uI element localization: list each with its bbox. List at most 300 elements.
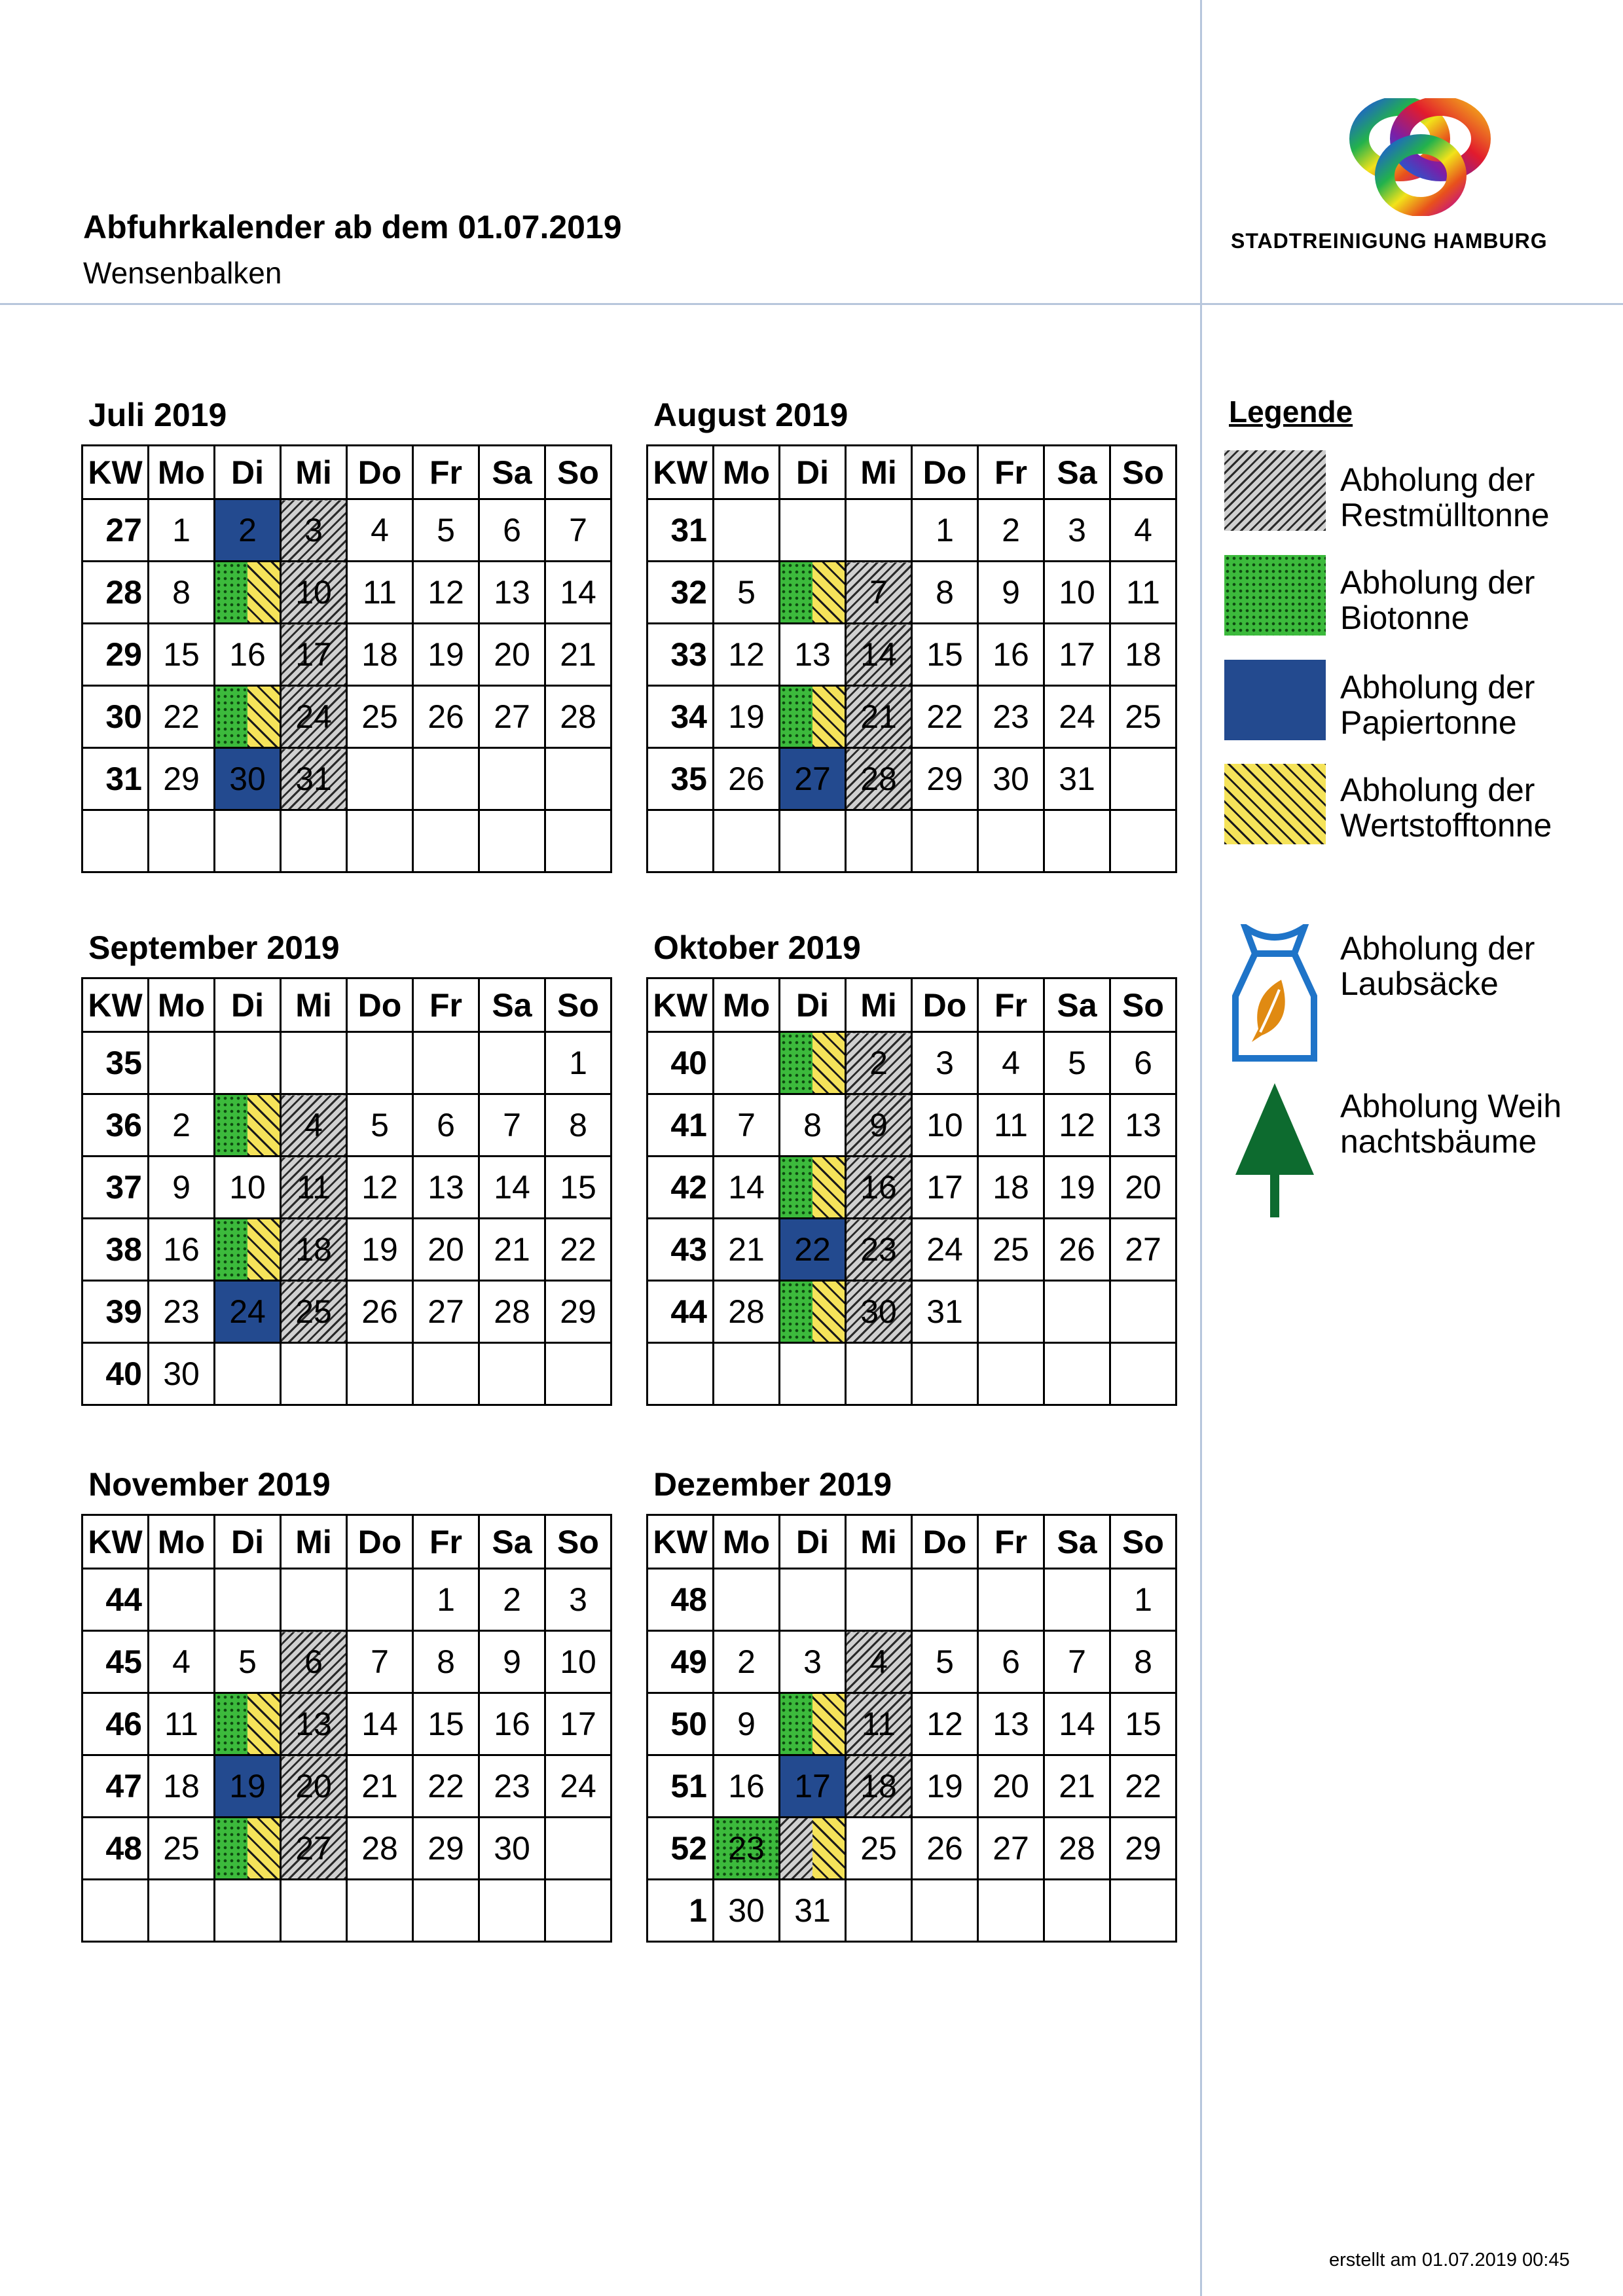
month-title: November 2019 [88, 1466, 331, 1503]
document-title: Abfuhrkalender ab dem 01.07.2019 [83, 209, 622, 245]
day-cell [347, 686, 413, 748]
weekday-header: KW [647, 1515, 714, 1569]
pickup-mark-wert [812, 1694, 845, 1754]
day-number: 9 [869, 1107, 888, 1143]
week-row [82, 1818, 611, 1880]
day-cell [413, 499, 479, 562]
day-number: 14 [494, 1169, 530, 1206]
day-number: 7 [569, 512, 587, 548]
day-cell-bio-wert [215, 1219, 281, 1281]
day-number: 21 [860, 698, 897, 735]
day-cell [846, 1818, 912, 1880]
day-number: 9 [172, 1169, 191, 1206]
day-number: 10 [295, 574, 332, 611]
day-cell [149, 748, 215, 810]
day-cell [545, 1032, 611, 1094]
day-cell [149, 1569, 215, 1631]
weekday-header: KW [82, 446, 149, 499]
weekday-header: Do [912, 1515, 978, 1569]
day-cell [912, 1818, 978, 1880]
day-number: 2 [503, 1581, 521, 1618]
day-number: 19 [229, 1768, 266, 1804]
day-number: 30 [860, 1293, 897, 1330]
week-number [82, 810, 149, 872]
day-cell [780, 810, 846, 872]
day-cell [413, 686, 479, 748]
day-number: 2 [869, 1045, 888, 1081]
day-cell [978, 1032, 1044, 1094]
day-number: 25 [361, 698, 398, 735]
day-number: 4 [172, 1643, 191, 1680]
pickup-mark-bio [780, 1157, 812, 1217]
day-cell-rest [846, 1631, 912, 1693]
pickup-mark-wert [812, 687, 845, 747]
day-cell [978, 810, 1044, 872]
day-cell [347, 1219, 413, 1281]
day-cell-rest [281, 1631, 347, 1693]
day-cell [479, 1343, 545, 1405]
day-cell [347, 1157, 413, 1219]
week-row [647, 1569, 1176, 1631]
pickup-mark-bio [780, 1033, 812, 1093]
day-number: 29 [926, 761, 963, 797]
weekday-header: Mo [714, 446, 780, 499]
day-number: 19 [926, 1768, 963, 1804]
day-cell [714, 810, 780, 872]
week-number: 39 [82, 1281, 149, 1343]
day-cell [846, 810, 912, 872]
day-cell [347, 499, 413, 562]
week-row [82, 562, 611, 624]
day-cell [978, 1755, 1044, 1818]
day-cell [1044, 1157, 1110, 1219]
day-number: 31 [794, 1892, 831, 1929]
week-row [647, 1219, 1176, 1281]
day-cell [780, 499, 846, 562]
week-number: 40 [647, 1032, 714, 1094]
day-number: 18 [163, 1768, 200, 1804]
day-cell-papier [215, 1755, 281, 1818]
day-cell [545, 1569, 611, 1631]
day-cell [714, 1157, 780, 1219]
week-row [82, 1755, 611, 1818]
day-number: 31 [1059, 761, 1095, 797]
weekday-header: So [545, 446, 611, 499]
day-number: 13 [428, 1169, 464, 1206]
week-number: 47 [82, 1755, 149, 1818]
day-cell [1110, 1343, 1176, 1405]
day-number: 26 [428, 698, 464, 735]
pickup-mark-bio [215, 562, 247, 622]
week-row [647, 1818, 1176, 1880]
day-cell [149, 1880, 215, 1942]
week-row [82, 748, 611, 810]
day-cell-papier [780, 1219, 846, 1281]
day-number: 7 [503, 1107, 521, 1143]
week-row [82, 1569, 611, 1631]
day-cell [714, 499, 780, 562]
day-cell-rest [281, 624, 347, 686]
day-cell [714, 1343, 780, 1405]
day-number: 7 [737, 1107, 756, 1143]
week-row [647, 810, 1176, 872]
day-cell [347, 1094, 413, 1157]
week-number: 38 [82, 1219, 149, 1281]
day-cell-rest [281, 1281, 347, 1343]
day-cell [479, 1631, 545, 1693]
day-cell [1110, 1032, 1176, 1094]
weekday-header: Mi [281, 446, 347, 499]
day-number: 19 [1059, 1169, 1095, 1206]
day-number: 17 [295, 636, 332, 673]
day-cell [545, 1631, 611, 1693]
day-number: 4 [869, 1643, 888, 1680]
day-cell [479, 562, 545, 624]
day-cell [479, 1755, 545, 1818]
stadtreinigung-logo-icon [1349, 98, 1493, 216]
day-cell [714, 1094, 780, 1157]
pickup-mark-wert [247, 1694, 280, 1754]
weekday-header: Di [215, 446, 281, 499]
day-cell-rest [281, 1755, 347, 1818]
pickup-mark-bio [780, 562, 812, 622]
day-cell [978, 1343, 1044, 1405]
day-cell [347, 1631, 413, 1693]
weekday-header: So [545, 1515, 611, 1569]
day-number: 15 [1125, 1706, 1161, 1742]
day-cell-bio-wert [780, 1281, 846, 1343]
day-number: 21 [728, 1231, 765, 1268]
day-cell [215, 1343, 281, 1405]
day-cell [912, 562, 978, 624]
day-cell [413, 1818, 479, 1880]
day-number: 31 [295, 761, 332, 797]
legend-label-rest: Abholung der Restmülltonne [1340, 461, 1550, 533]
day-cell [347, 1755, 413, 1818]
day-cell [545, 1818, 611, 1880]
logo-text: STADTREINIGUNG HAMBURG [1231, 229, 1548, 253]
day-cell [479, 499, 545, 562]
pickup-mark-wert [812, 1818, 845, 1878]
weekday-header: KW [82, 1515, 149, 1569]
day-cell-rest [846, 624, 912, 686]
day-cell [149, 1094, 215, 1157]
day-cell [780, 1343, 846, 1405]
day-cell [780, 624, 846, 686]
day-cell [978, 1569, 1044, 1631]
month-calendar-table [646, 444, 1177, 873]
week-number [82, 1880, 149, 1942]
day-cell-bio-wert [215, 686, 281, 748]
day-cell [347, 1281, 413, 1343]
day-cell [912, 499, 978, 562]
day-cell [912, 1281, 978, 1343]
day-cell-papier [780, 1755, 846, 1818]
day-number: 8 [172, 574, 191, 611]
day-number: 17 [794, 1768, 831, 1804]
day-number: 8 [936, 574, 954, 611]
day-cell [545, 686, 611, 748]
day-cell-rest [281, 748, 347, 810]
christmas-tree-icon [1232, 1083, 1317, 1217]
day-cell [978, 1094, 1044, 1157]
day-number: 19 [428, 636, 464, 673]
day-cell [1044, 1631, 1110, 1693]
month-calendar-table [81, 977, 612, 1406]
day-cell [479, 1569, 545, 1631]
week-number: 44 [647, 1281, 714, 1343]
day-cell-rest [846, 1693, 912, 1755]
legend-swatch-rest [1224, 450, 1326, 531]
month-calendar-table [646, 977, 1177, 1406]
day-cell [149, 810, 215, 872]
day-number: 23 [494, 1768, 530, 1804]
document-subtitle: Wensenbalken [83, 256, 282, 290]
day-cell [413, 1631, 479, 1693]
day-number: 3 [569, 1581, 587, 1618]
month-title: September 2019 [88, 929, 340, 966]
day-number: 26 [926, 1830, 963, 1867]
legend-label-wert: Abholung der Wertstofftonne [1340, 772, 1552, 844]
day-cell [912, 686, 978, 748]
day-cell [780, 1569, 846, 1631]
day-cell [413, 1343, 479, 1405]
day-cell [978, 1693, 1044, 1755]
day-number: 18 [361, 636, 398, 673]
day-number: 5 [437, 512, 455, 548]
pickup-mark-rest [780, 1818, 812, 1878]
day-cell [347, 562, 413, 624]
day-cell [912, 1569, 978, 1631]
weekday-header: Di [780, 446, 846, 499]
day-number: 13 [993, 1706, 1029, 1742]
day-number: 19 [361, 1231, 398, 1268]
day-number: 11 [862, 1706, 896, 1742]
day-number: 5 [737, 574, 756, 611]
day-number: 28 [728, 1293, 765, 1330]
day-number: 8 [437, 1643, 455, 1680]
week-row [82, 810, 611, 872]
day-cell [347, 624, 413, 686]
day-cell-rest [281, 686, 347, 748]
week-number: 43 [647, 1219, 714, 1281]
day-number: 24 [1059, 698, 1095, 735]
weekday-header: KW [647, 446, 714, 499]
day-number: 25 [993, 1231, 1029, 1268]
day-cell [545, 1755, 611, 1818]
day-number: 11 [297, 1169, 331, 1206]
day-number: 29 [428, 1830, 464, 1867]
footer-created: erstellt am 01.07.2019 00:45 [1329, 2250, 1570, 2270]
day-number: 25 [295, 1293, 332, 1330]
week-number [647, 1343, 714, 1405]
day-number: 20 [993, 1768, 1029, 1804]
day-number: 24 [229, 1293, 266, 1330]
weekday-header: KW [82, 978, 149, 1032]
weekday-header: So [545, 978, 611, 1032]
day-cell [1110, 1693, 1176, 1755]
day-number: 7 [371, 1643, 389, 1680]
day-cell [978, 686, 1044, 748]
day-cell-rest [846, 1157, 912, 1219]
day-cell [545, 1094, 611, 1157]
day-number: 21 [494, 1231, 530, 1268]
day-number: 22 [560, 1231, 596, 1268]
weekday-header: Do [347, 1515, 413, 1569]
weekday-header: Mo [149, 446, 215, 499]
day-cell [1044, 1880, 1110, 1942]
day-cell [714, 1219, 780, 1281]
day-number: 6 [437, 1107, 455, 1143]
day-cell [545, 810, 611, 872]
week-number: 46 [82, 1693, 149, 1755]
day-number: 22 [926, 698, 963, 735]
day-number: 31 [926, 1293, 963, 1330]
day-number: 15 [926, 636, 963, 673]
horizontal-divider [0, 303, 1623, 305]
day-cell [912, 1631, 978, 1693]
day-cell [347, 1032, 413, 1094]
day-number: 4 [304, 1107, 323, 1143]
day-cell [1110, 1219, 1176, 1281]
day-cell-rest [846, 1219, 912, 1281]
day-number: 16 [728, 1768, 765, 1804]
pickup-mark-wert [812, 1033, 845, 1093]
week-row [647, 686, 1176, 748]
weekday-header: Sa [479, 978, 545, 1032]
day-cell [479, 1032, 545, 1094]
day-cell [149, 1631, 215, 1693]
day-number: 30 [494, 1830, 530, 1867]
week-number: 50 [647, 1693, 714, 1755]
week-row [647, 1157, 1176, 1219]
day-cell [912, 1343, 978, 1405]
day-number: 5 [371, 1107, 389, 1143]
day-number: 4 [371, 512, 389, 548]
day-cell [1110, 686, 1176, 748]
legend-label-bio: Abholung der Biotonne [1340, 564, 1535, 636]
day-number: 16 [860, 1169, 897, 1206]
weekday-header: Do [912, 978, 978, 1032]
day-cell-bio-wert [215, 1818, 281, 1880]
weekday-header: Sa [479, 1515, 545, 1569]
day-cell [149, 686, 215, 748]
weekday-header-row [647, 1515, 1176, 1569]
day-number: 27 [1125, 1231, 1161, 1268]
week-row [647, 748, 1176, 810]
day-cell [714, 562, 780, 624]
week-number: 35 [82, 1032, 149, 1094]
day-cell [347, 1693, 413, 1755]
weekday-header: Fr [978, 1515, 1044, 1569]
day-number: 3 [304, 512, 323, 548]
day-number: 27 [428, 1293, 464, 1330]
day-cell [1044, 499, 1110, 562]
day-cell [978, 1157, 1044, 1219]
day-cell [1044, 1094, 1110, 1157]
day-number: 16 [494, 1706, 530, 1742]
day-cell [413, 624, 479, 686]
day-number: 11 [994, 1107, 1028, 1143]
day-cell-rest [846, 1755, 912, 1818]
day-cell [545, 624, 611, 686]
day-number: 18 [993, 1169, 1029, 1206]
day-cell-bio-wert [215, 1693, 281, 1755]
day-cell [149, 1755, 215, 1818]
week-row [82, 624, 611, 686]
day-number: 27 [295, 1830, 332, 1867]
day-number: 10 [926, 1107, 963, 1143]
day-number: 8 [569, 1107, 587, 1143]
week-number: 30 [82, 686, 149, 748]
pickup-mark-wert [812, 562, 845, 622]
day-cell [215, 624, 281, 686]
day-number: 28 [494, 1293, 530, 1330]
weekday-header-row [82, 1515, 611, 1569]
day-cell [413, 1157, 479, 1219]
legend-label-laub: Abholung der Laubsäcke [1340, 930, 1535, 1002]
day-cell [149, 1219, 215, 1281]
day-cell-papier [780, 748, 846, 810]
day-number: 5 [1068, 1045, 1086, 1081]
day-cell [545, 499, 611, 562]
month-title: Juli 2019 [88, 397, 227, 433]
weekday-header: Mi [281, 1515, 347, 1569]
week-row [647, 1281, 1176, 1343]
legend-swatch-wert [1224, 764, 1326, 844]
day-cell [912, 1693, 978, 1755]
day-number: 25 [1125, 698, 1161, 735]
day-number: 17 [560, 1706, 596, 1742]
day-cell [149, 1818, 215, 1880]
day-cell [479, 1157, 545, 1219]
day-cell [281, 1032, 347, 1094]
week-row [82, 499, 611, 562]
day-number: 28 [1059, 1830, 1095, 1867]
day-number: 10 [229, 1169, 266, 1206]
day-cell [1110, 748, 1176, 810]
month-title: Oktober 2019 [653, 929, 861, 966]
day-cell [413, 1094, 479, 1157]
day-number: 3 [936, 1045, 954, 1081]
weekday-header: Mo [149, 978, 215, 1032]
pickup-mark-bio [780, 687, 812, 747]
weekday-header: Do [347, 978, 413, 1032]
day-cell [479, 1219, 545, 1281]
week-number: 31 [82, 748, 149, 810]
day-number: 28 [361, 1830, 398, 1867]
day-number: 23 [993, 698, 1029, 735]
weekday-header: Di [215, 1515, 281, 1569]
week-row [82, 686, 611, 748]
day-cell [545, 1693, 611, 1755]
day-number: 13 [494, 574, 530, 611]
day-cell [413, 1693, 479, 1755]
weekday-header: Sa [1044, 978, 1110, 1032]
week-number: 41 [647, 1094, 714, 1157]
legend-title: Legende [1229, 395, 1353, 429]
day-number: 14 [728, 1169, 765, 1206]
week-row [82, 1631, 611, 1693]
day-number: 23 [728, 1830, 765, 1867]
day-cell [1110, 1569, 1176, 1631]
pickup-mark-wert [812, 1282, 845, 1342]
day-number: 9 [737, 1706, 756, 1742]
day-number: 11 [363, 574, 397, 611]
day-cell [479, 1818, 545, 1880]
day-cell [413, 1281, 479, 1343]
weekday-header-row [82, 978, 611, 1032]
